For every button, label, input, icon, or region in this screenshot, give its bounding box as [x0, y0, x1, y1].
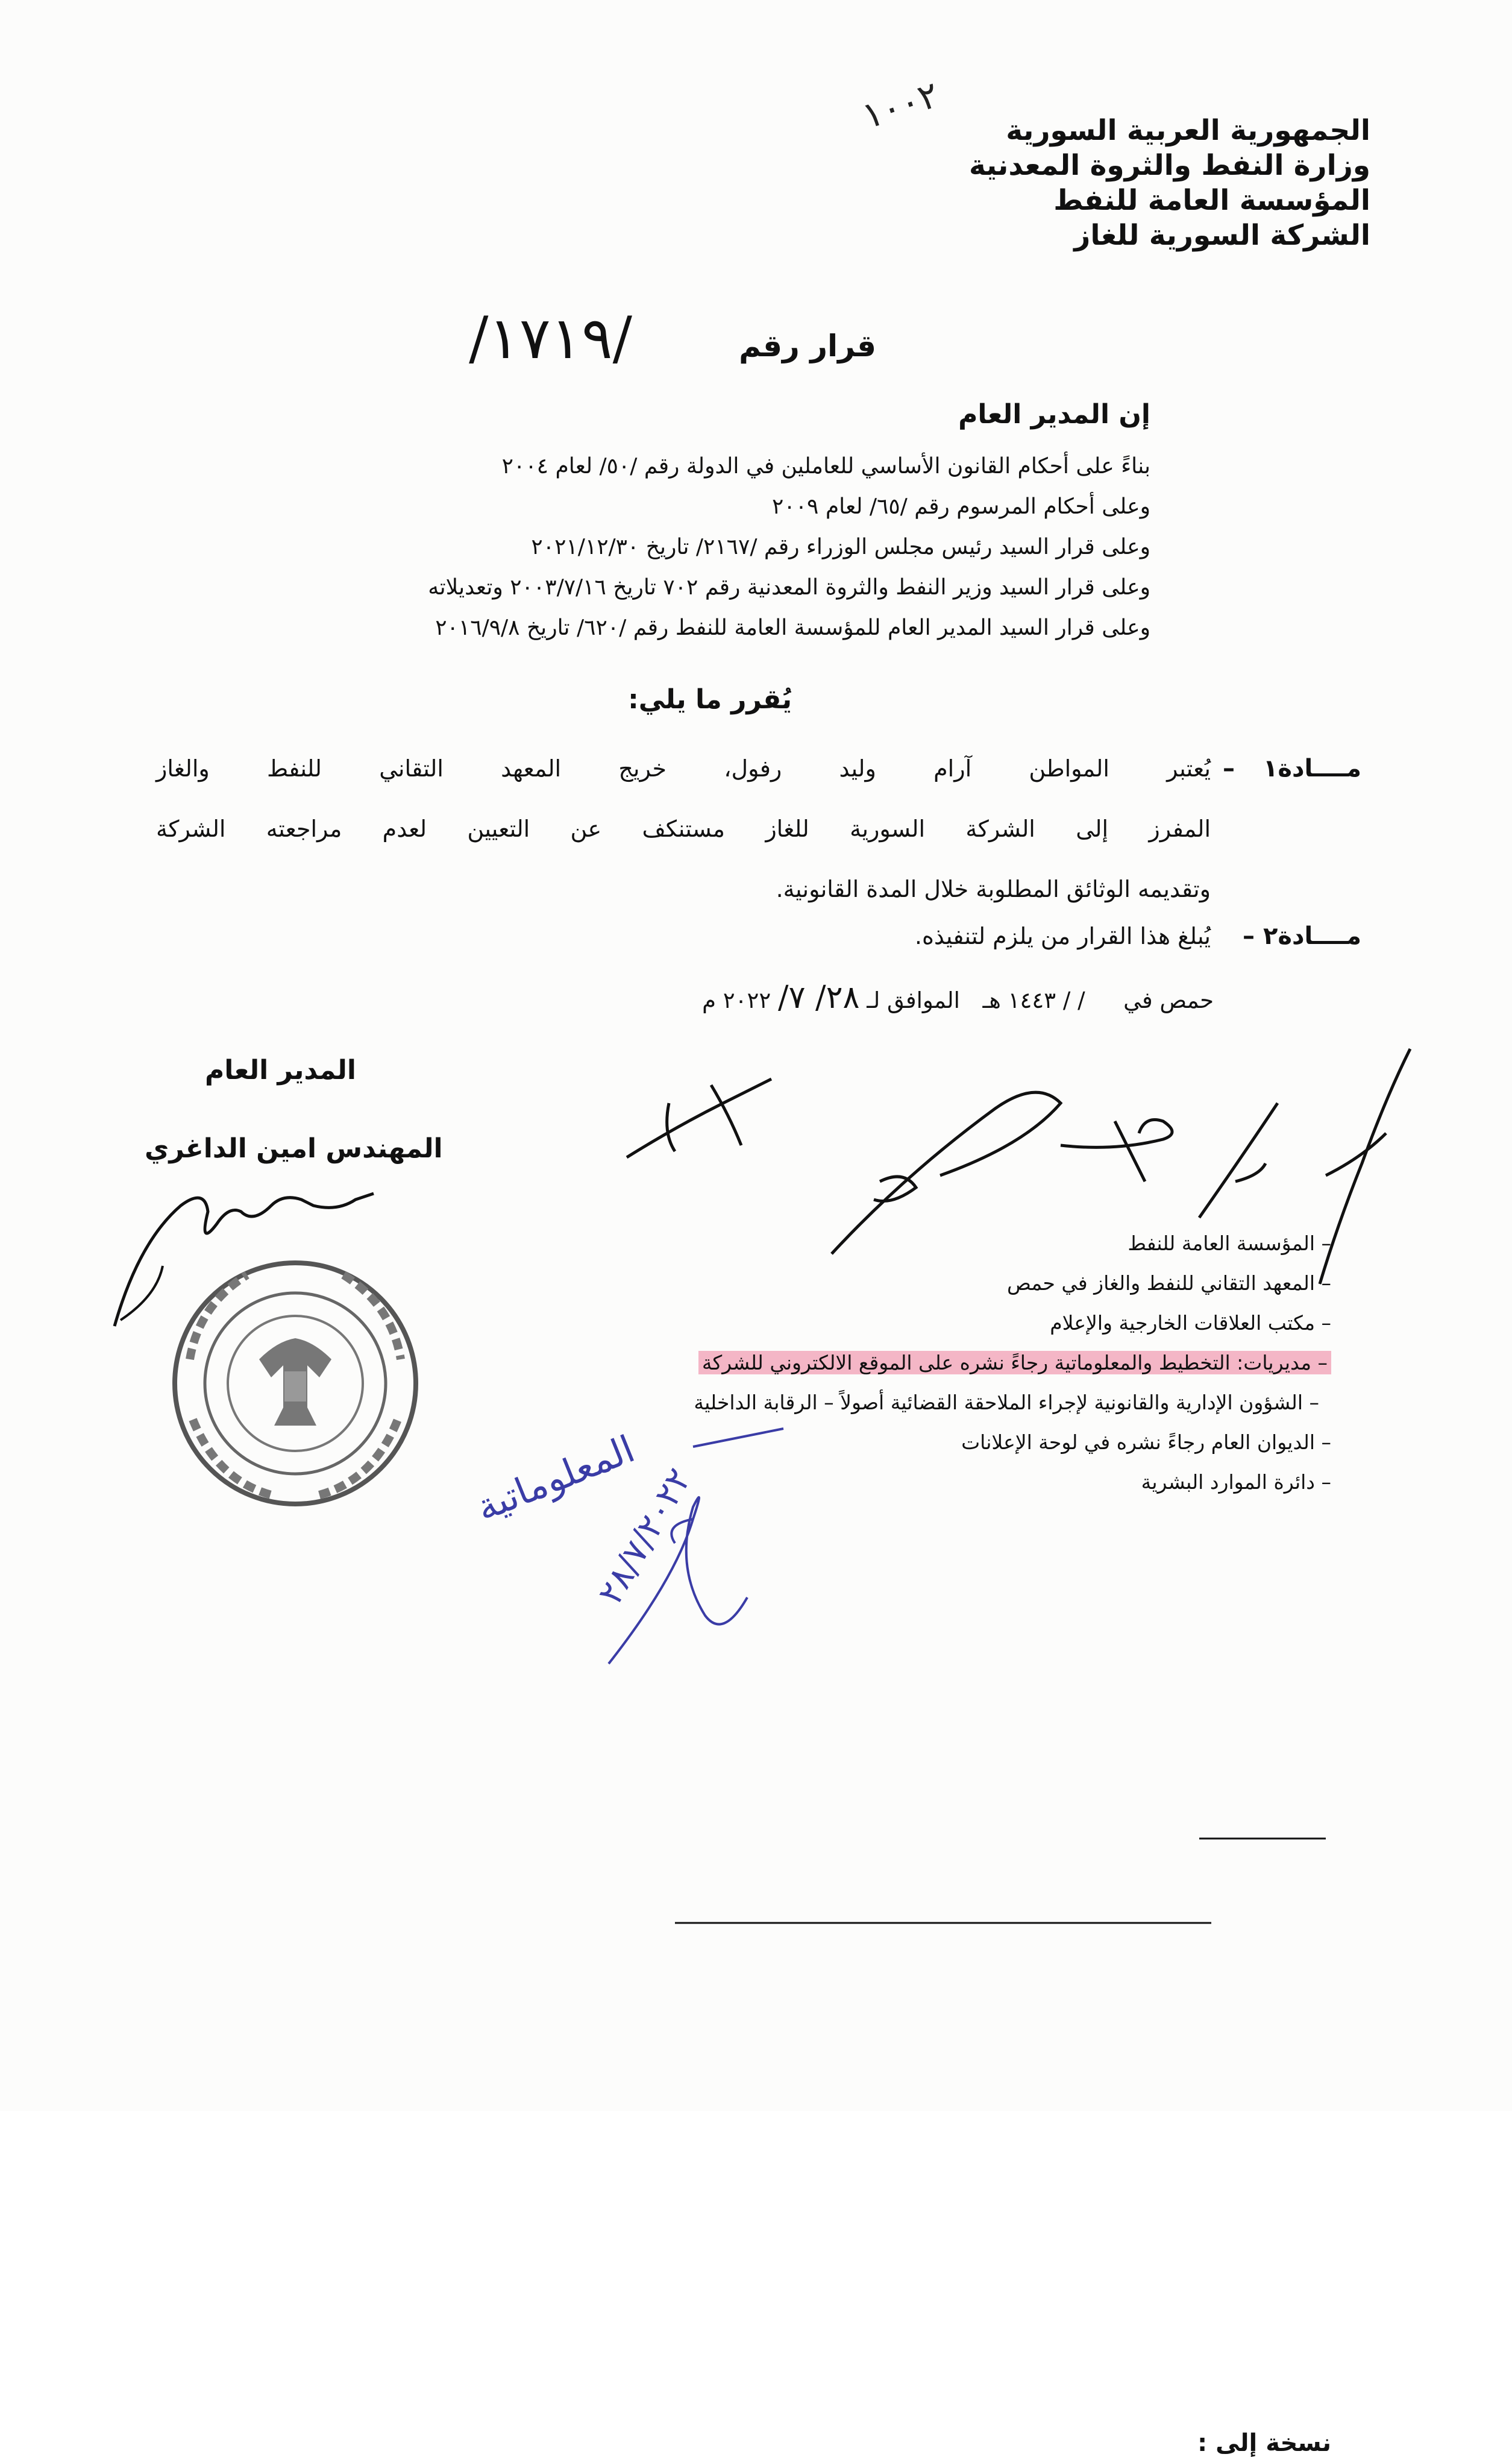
date-gregorian-prefix: الموافق لـ	[867, 987, 960, 1013]
basis-line: بناءً على أحكام القانون الأساسي للعاملين في الدولة رقم /٥٠/ لعام ٢٠٠٤	[501, 454, 1150, 479]
decision-label: قرار رقم	[739, 329, 876, 363]
official-seal	[175, 1263, 416, 1504]
copy-item: – دائرة الموارد البشرية	[1141, 1470, 1331, 1494]
handwritten-note-date: ٢٨/٧/٢٠٢٢	[591, 1461, 700, 1611]
decision-number: /١٧١٩/	[469, 304, 632, 372]
signatory-title: المدير العام	[205, 1055, 356, 1086]
basis-line: وعلى قرار السيد رئيس مجلس الوزراء رقم /٢١٦٧/ تاريخ ٢٠٢١/١٢/٣٠	[531, 535, 1150, 559]
copy-item: – المؤسسة العامة للنفط	[1128, 1232, 1331, 1255]
basis-line: وعلى قرار السيد وزير النفط والثروة المعدنية رقم ٧٠٢ تاريخ ٢٠٠٣/٧/١٦ وتعديلاته	[428, 575, 1150, 600]
blue-initials	[609, 1429, 783, 1664]
article-2-label: مــــادة٢ –	[1243, 922, 1361, 950]
highlighted-copy-item: – مديريات: التخطيط والمعلوماتية رجاءً نشره على الموقع الالكتروني للشركة	[698, 1351, 1331, 1374]
date-hijri: / / ١٤٤٣ هـ	[982, 987, 1085, 1013]
date-prefix: حمص في	[1123, 987, 1214, 1013]
handwritten-reference: ١٠٠٢	[857, 73, 944, 138]
decides-heading: يُقرر ما يلي:	[628, 684, 792, 715]
signatory-name: المهندس امين الداغري	[145, 1133, 443, 1164]
copy-item: – الشؤون الإدارية والقانونية لإجراء الملاحقة القضائية أصولاً – الرقابة الداخلية	[694, 1391, 1319, 1414]
article-1-line-3: وتقديمه الوثائق المطلوبة خلال المدة القانونية.	[776, 876, 1211, 902]
article-1-line-2: المفرز إلى الشركة السورية للغاز مستنكف عن التعيين لعدم مراجعته الشركة	[156, 816, 1211, 842]
date-day-month: ٢٨/ ٧/	[778, 980, 860, 1016]
director-signature	[114, 1194, 374, 1326]
copy-item: – مكتب العلاقات الخارجية والإعلام	[1050, 1311, 1331, 1335]
basis-line: وعلى قرار السيد المدير العام للمؤسسة العامة للنفط رقم /٦٢٠/ تاريخ ٢٠١٦/٩/٨	[435, 615, 1150, 640]
letterhead-line: وزارة النفط والثروة المعدنية	[968, 149, 1370, 182]
director-intro: إن المدير العام	[958, 399, 1150, 430]
basis-line: وعلى أحكام المرسوم رقم /٦٥/ لعام ٢٠٠٩	[772, 494, 1150, 519]
article-1-label: مــــادة١ –	[1223, 755, 1361, 782]
handwritten-note: المعلوماتية	[470, 1426, 641, 1530]
copy-item: – الديوان العام رجاءً نشره في لوحة الإعلانات	[961, 1430, 1331, 1454]
letterhead-line: الشركة السورية للغاز	[1074, 219, 1370, 252]
letterhead-line: الجمهورية العربية السورية	[1006, 114, 1370, 147]
eagle-emblem-icon	[259, 1338, 331, 1426]
letterhead-line: المؤسسة العامة للنفط	[1053, 184, 1370, 217]
article-1-text: يُعتبر المواطن آرام وليد رفول، خريج المعهد التقاني للنفط والغاز	[156, 755, 1211, 782]
committee-signatures	[627, 1049, 1410, 1284]
article-2-text: يُبلغ هذا القرار من يلزم لتنفيذه.	[914, 923, 1211, 949]
copy-item: – المعهد التقاني للنفط والغاز في حمص	[1006, 1271, 1331, 1295]
copies-heading: نسخة إلى :	[1197, 2429, 1331, 2457]
date-year: ٢٠٢٢ م	[702, 987, 771, 1013]
